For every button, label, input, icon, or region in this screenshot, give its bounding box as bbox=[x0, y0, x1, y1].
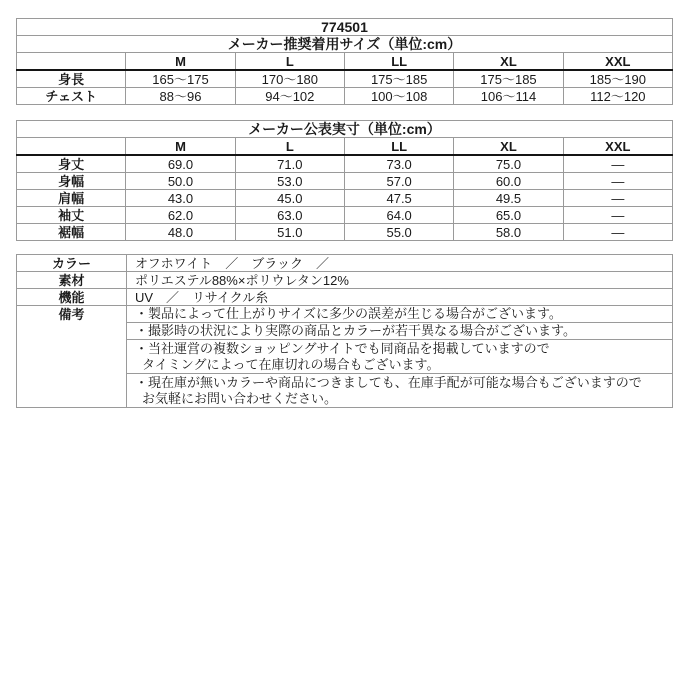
table-row bbox=[17, 70, 673, 88]
size-value-cell: 60.0 bbox=[454, 173, 563, 190]
size-value-cell: 175～185 bbox=[454, 70, 563, 88]
table-row bbox=[17, 207, 673, 224]
table1-title: メーカー推奨着用サイズ（単位:cm） bbox=[17, 36, 673, 53]
table-row bbox=[17, 306, 673, 323]
size-value-cell: 73.0 bbox=[344, 155, 453, 173]
table2-title: メーカー公表実寸（単位:cm） bbox=[17, 121, 673, 138]
note-line: お気軽にお問い合わせください。 bbox=[142, 390, 338, 406]
size-column-header: L bbox=[235, 138, 344, 156]
size-column-header: LL bbox=[344, 53, 453, 71]
size-value-cell: ― bbox=[563, 224, 672, 241]
note-item bbox=[127, 323, 673, 340]
size-column-header: L bbox=[235, 53, 344, 71]
size-value-cell: 62.0 bbox=[126, 207, 235, 224]
detail-label: カラー bbox=[17, 255, 127, 272]
size-column-header: XXL bbox=[563, 53, 672, 71]
notes-label: 備考 bbox=[17, 306, 127, 408]
detail-label: 機能 bbox=[17, 289, 127, 306]
corner-cell bbox=[17, 53, 126, 71]
table-row bbox=[17, 224, 673, 241]
size-value-cell: 112～120 bbox=[563, 88, 672, 105]
table-row bbox=[17, 36, 673, 53]
size-value-cell: 57.0 bbox=[344, 173, 453, 190]
size-value-cell: ― bbox=[563, 155, 672, 173]
detail-label: 素材 bbox=[17, 272, 127, 289]
size-value-cell: 47.5 bbox=[344, 190, 453, 207]
size-column-header: XL bbox=[454, 53, 563, 71]
note-line: ・現在庫が無いカラーや商品につきましても、在庫手配が可能な場合もございますので bbox=[135, 374, 642, 390]
note-line: ・当社運営の複数ショッピングサイトでも同商品を掲載していますので bbox=[135, 340, 550, 356]
size-value-cell: 48.0 bbox=[126, 224, 235, 241]
row-label: 身長 bbox=[17, 70, 126, 88]
note-item bbox=[127, 374, 673, 408]
size-value-cell: 69.0 bbox=[126, 155, 235, 173]
size-value-cell: 185～190 bbox=[563, 70, 672, 88]
recommended-wear-size-table bbox=[16, 18, 673, 105]
size-value-cell: 175～185 bbox=[344, 70, 453, 88]
product-details-table bbox=[16, 254, 673, 408]
size-value-cell: 170～180 bbox=[235, 70, 344, 88]
note-item bbox=[127, 306, 673, 323]
size-header-row bbox=[17, 53, 673, 71]
size-value-cell: ― bbox=[563, 190, 672, 207]
table-row bbox=[17, 121, 673, 138]
size-value-cell: 71.0 bbox=[235, 155, 344, 173]
note-line: タイミングによって在庫切れの場合もございます。 bbox=[142, 356, 440, 372]
size-value-cell: ― bbox=[563, 173, 672, 190]
row-label: 袖丈 bbox=[17, 207, 126, 224]
size-value-cell: 88～96 bbox=[126, 88, 235, 105]
size-value-cell: 64.0 bbox=[344, 207, 453, 224]
table-row bbox=[17, 19, 673, 36]
note-line: ・製品によって仕上がりサイズに多少の誤差が生じる場合がございます。 bbox=[135, 306, 562, 321]
size-header-row bbox=[17, 138, 673, 156]
size-value-cell: 94～102 bbox=[235, 88, 344, 105]
product-code: 774501 bbox=[17, 19, 673, 36]
size-value-cell: 49.5 bbox=[454, 190, 563, 207]
actual-measurements-table bbox=[16, 120, 673, 241]
table-row bbox=[17, 155, 673, 173]
size-value-cell: ― bbox=[563, 207, 672, 224]
size-column-header: XXL bbox=[563, 138, 672, 156]
table-row bbox=[17, 190, 673, 207]
size-value-cell: 106～114 bbox=[454, 88, 563, 105]
corner-cell bbox=[17, 138, 126, 156]
material-value: ポリエステル88%×ポリウレタン12% bbox=[127, 272, 673, 289]
table-row bbox=[17, 289, 673, 306]
table-row bbox=[17, 173, 673, 190]
size-value-cell: 51.0 bbox=[235, 224, 344, 241]
size-value-cell: 75.0 bbox=[454, 155, 563, 173]
row-label: 肩幅 bbox=[17, 190, 126, 207]
size-value-cell: 65.0 bbox=[454, 207, 563, 224]
size-value-cell: 50.0 bbox=[126, 173, 235, 190]
size-value-cell: 63.0 bbox=[235, 207, 344, 224]
table-row bbox=[17, 272, 673, 289]
size-value-cell: 165～175 bbox=[126, 70, 235, 88]
note-line: ・撮影時の状況により実際の商品とカラーが若干異なる場合がございます。 bbox=[135, 323, 576, 338]
size-value-cell: 45.0 bbox=[235, 190, 344, 207]
size-column-header: XL bbox=[454, 138, 563, 156]
size-value-cell: 53.0 bbox=[235, 173, 344, 190]
size-column-header: M bbox=[126, 138, 235, 156]
size-value-cell: 55.0 bbox=[344, 224, 453, 241]
table-row bbox=[17, 88, 673, 105]
function-value: UV ／ リサイクル糸 bbox=[127, 289, 673, 306]
size-value-cell: 100～108 bbox=[344, 88, 453, 105]
row-label: 身丈 bbox=[17, 155, 126, 173]
row-label: 裾幅 bbox=[17, 224, 126, 241]
note-item bbox=[127, 340, 673, 374]
size-value-cell: 58.0 bbox=[454, 224, 563, 241]
size-spec-sheet bbox=[16, 18, 673, 408]
color-value: オフホワイト ／ ブラック ／ bbox=[127, 255, 673, 272]
row-label: 身幅 bbox=[17, 173, 126, 190]
size-column-header: M bbox=[126, 53, 235, 71]
size-value-cell: 43.0 bbox=[126, 190, 235, 207]
table-row bbox=[17, 255, 673, 272]
size-column-header: LL bbox=[344, 138, 453, 156]
row-label: チェスト bbox=[17, 88, 126, 105]
